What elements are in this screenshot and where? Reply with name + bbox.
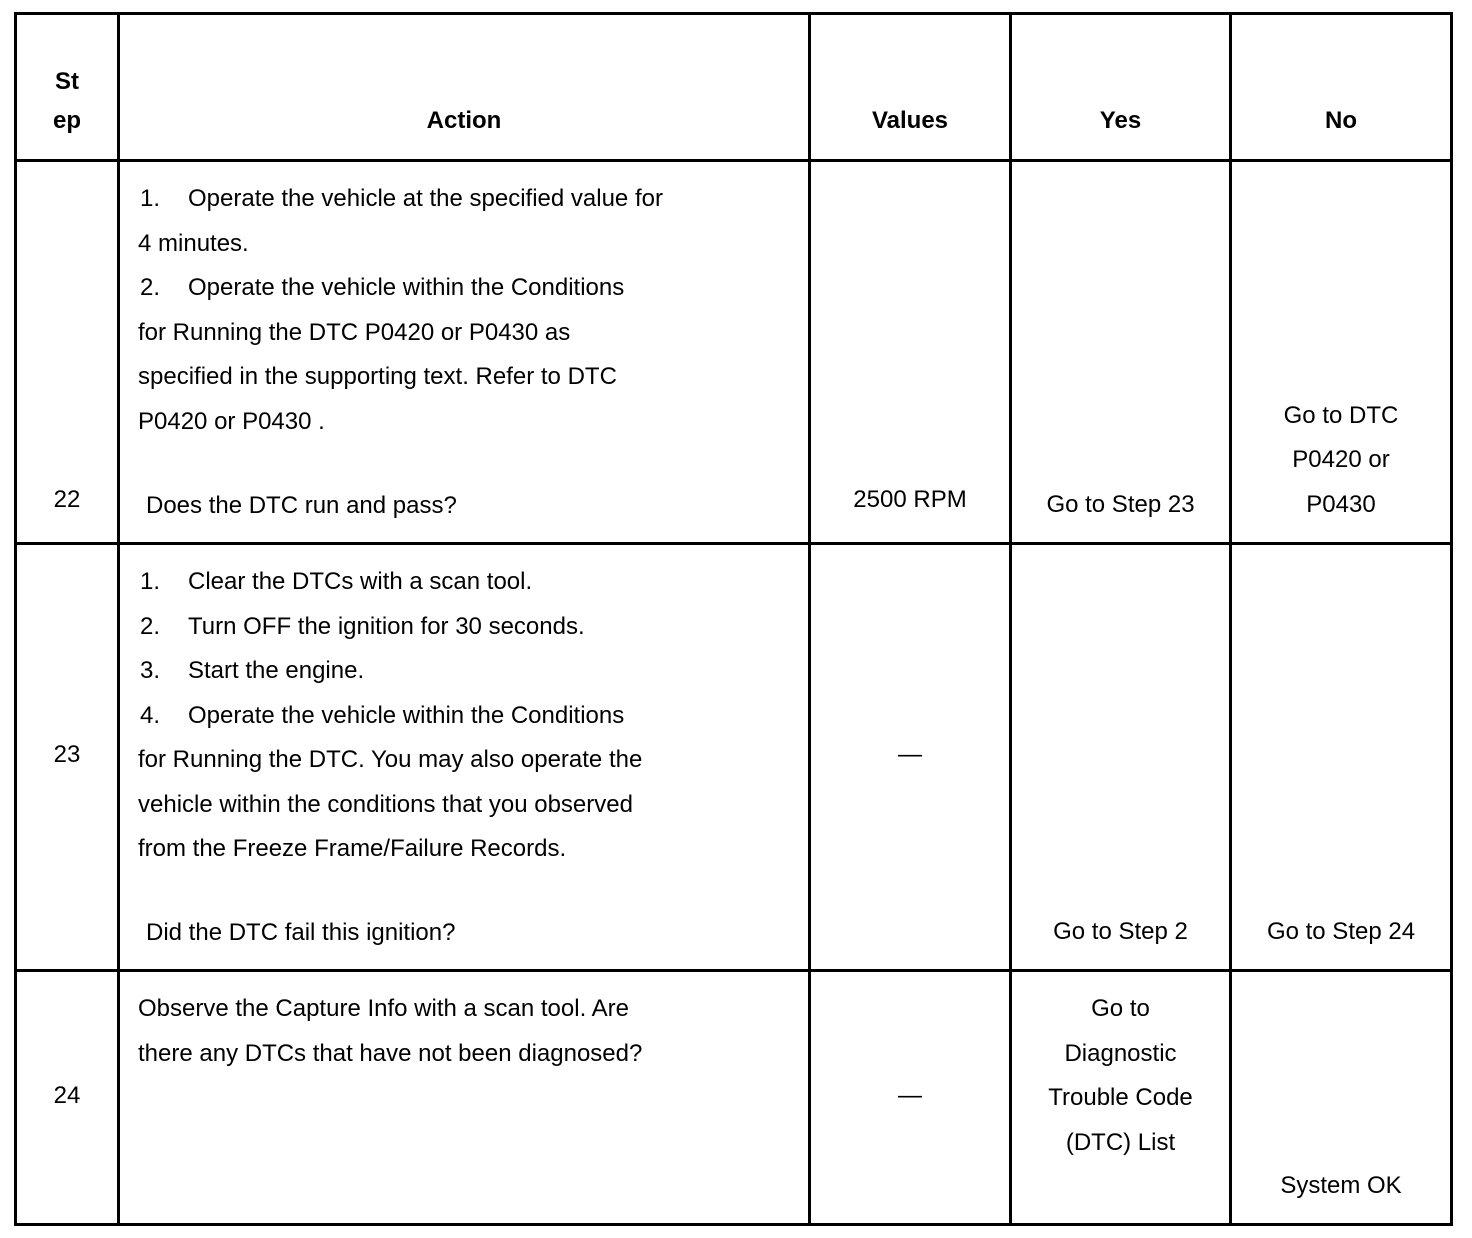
action-line: vehicle within the conditions that you observed bbox=[138, 790, 633, 818]
yes-text: Go to Step 23 bbox=[1046, 490, 1195, 518]
values-cell bbox=[810, 544, 1011, 971]
header-values-label: Values bbox=[871, 107, 949, 134]
action-line: 1. Clear the DTCs with a scan tool. bbox=[140, 568, 533, 595]
action-cell bbox=[119, 971, 810, 1225]
header-yes bbox=[1011, 14, 1231, 161]
header-step-label: St ep bbox=[52, 68, 81, 134]
header-action bbox=[119, 14, 810, 161]
action-list bbox=[138, 560, 768, 872]
values-cell bbox=[810, 971, 1011, 1225]
action-line: 3. Start the engine. bbox=[140, 657, 365, 684]
step-cell bbox=[16, 161, 119, 544]
action-line: there any DTCs that have not been diagnosed? bbox=[138, 1039, 643, 1067]
step-cell bbox=[16, 971, 119, 1225]
yes-cell bbox=[1011, 544, 1231, 971]
action-line: for Running the DTC. You may also operate the bbox=[138, 746, 643, 773]
action-line: specified in the supporting text. Refer to DTC bbox=[138, 363, 617, 390]
action-question: Did the DTC fail this ignition? bbox=[146, 919, 456, 946]
value-text: — bbox=[898, 741, 922, 768]
step-cell bbox=[16, 544, 119, 971]
action-line: 1. Operate the vehicle at the specified value for bbox=[140, 185, 663, 212]
action-cell bbox=[119, 544, 810, 971]
header-yes-label: Yes bbox=[1099, 107, 1142, 134]
values-cell bbox=[810, 161, 1011, 544]
no-cell bbox=[1231, 971, 1452, 1225]
action-list bbox=[138, 177, 768, 444]
value-text: — bbox=[898, 1082, 922, 1109]
value-text: 2500 RPM bbox=[853, 486, 967, 513]
yes-text: Go to Step 2 bbox=[1053, 917, 1188, 945]
action-cell bbox=[119, 161, 810, 544]
no-text: Go to DTC P0420 or P0430 bbox=[1283, 401, 1399, 518]
step-number: 23 bbox=[53, 741, 81, 768]
action-line: P0420 or P0430 . bbox=[138, 407, 325, 435]
action-line: 2. Turn OFF the ignition for 30 seconds. bbox=[140, 612, 585, 640]
yes-cell bbox=[1011, 971, 1231, 1225]
yes-cell bbox=[1011, 161, 1231, 544]
table-header-row bbox=[16, 14, 1452, 161]
header-step bbox=[16, 14, 119, 161]
diagnostic-table bbox=[14, 12, 1453, 1226]
header-values bbox=[810, 14, 1011, 161]
step-number: 22 bbox=[53, 486, 81, 513]
header-no bbox=[1231, 14, 1452, 161]
action-line: from the Freeze Frame/Failure Records. bbox=[138, 835, 567, 862]
header-action-label: Action bbox=[426, 107, 502, 134]
header-no-label: No bbox=[1325, 107, 1357, 134]
no-text: Go to Step 24 bbox=[1266, 917, 1416, 945]
action-question: Does the DTC run and pass? bbox=[146, 492, 457, 519]
no-cell bbox=[1231, 161, 1452, 544]
table-row bbox=[16, 544, 1452, 971]
yes-text: Go to Diagnostic Trouble Code (DTC) List bbox=[1048, 995, 1193, 1156]
no-cell bbox=[1231, 544, 1452, 971]
table-row bbox=[16, 161, 1452, 544]
step-number: 24 bbox=[53, 1082, 81, 1109]
table-row bbox=[16, 971, 1452, 1225]
action-line: 2. Operate the vehicle within the Conditions bbox=[140, 274, 625, 301]
no-text: System OK bbox=[1280, 1171, 1402, 1199]
action-line: for Running the DTC P0420 or P0430 as bbox=[138, 318, 571, 346]
action-list bbox=[138, 987, 768, 1076]
action-line: Observe the Capture Info with a scan tool. Are bbox=[138, 995, 629, 1022]
action-line: 4. Operate the vehicle within the Conditions bbox=[140, 701, 625, 729]
action-line: 4 minutes. bbox=[138, 229, 249, 257]
